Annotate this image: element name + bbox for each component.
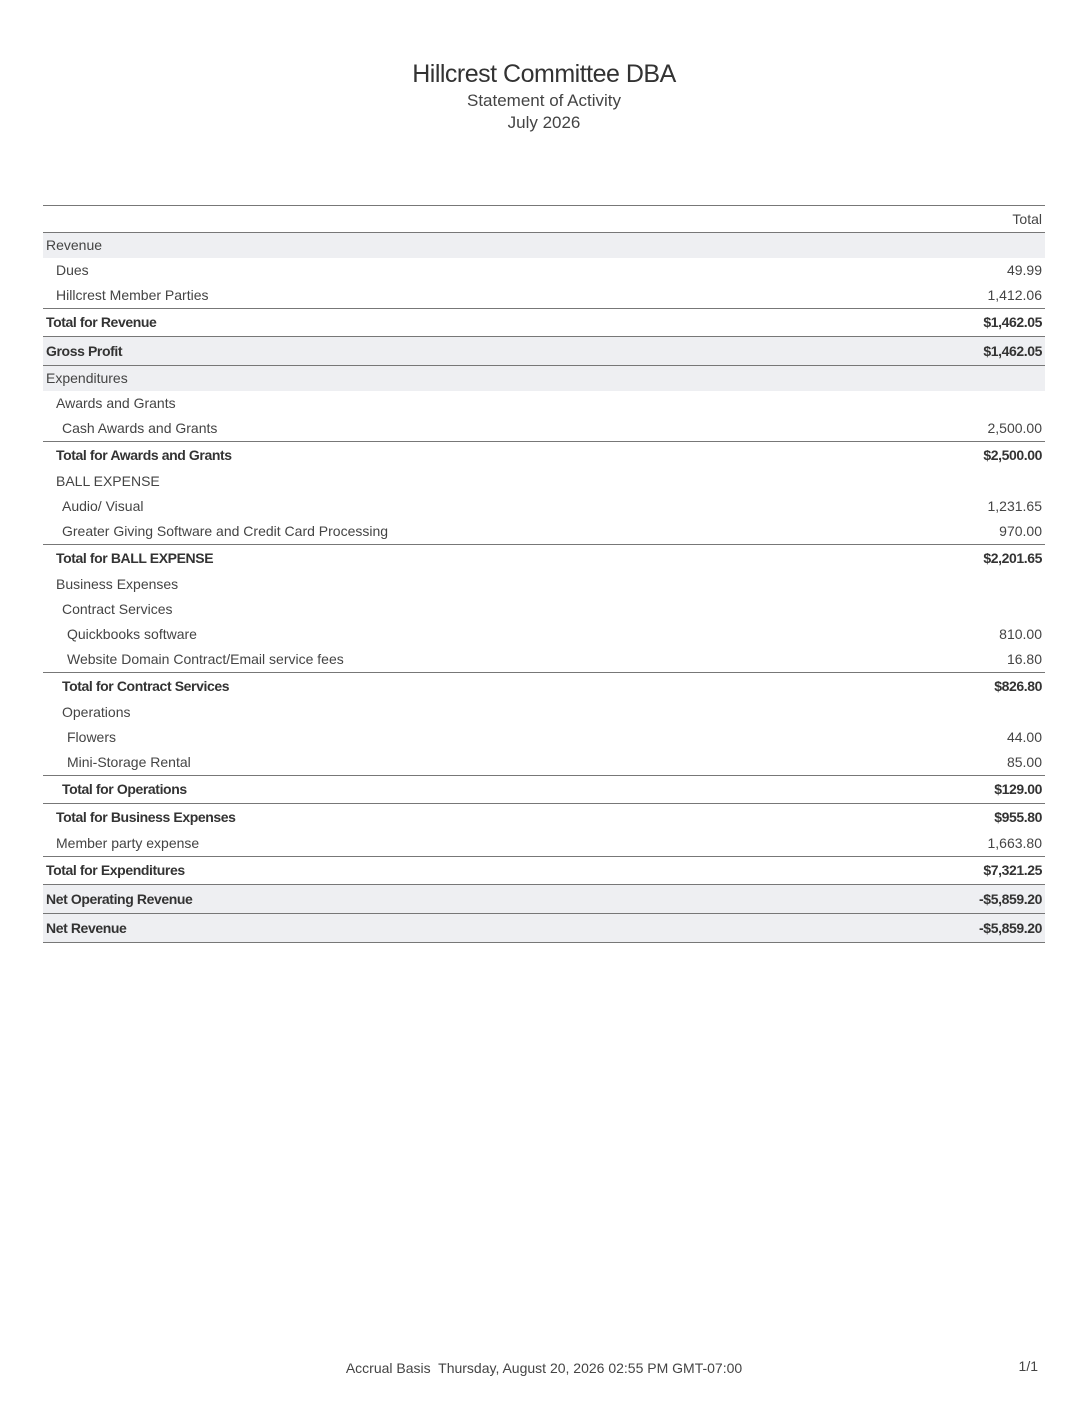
column-header-total: Total (839, 206, 1045, 233)
row-label: Website Domain Contract/Email service fees (67, 651, 344, 667)
row-amount: -$5,859.20 (839, 914, 1045, 943)
row-label: Audio/ Visual (62, 498, 144, 514)
total-row (43, 857, 1045, 885)
statement-table (43, 205, 1045, 943)
row-amount (839, 366, 1045, 392)
total-row (43, 885, 1045, 914)
table-row (43, 469, 1045, 494)
row-amount: 16.80 (1006, 651, 1042, 667)
row-label: Total for BALL EXPENSE (43, 545, 839, 573)
row-label: Total for Expenditures (43, 857, 839, 885)
row-label: Flowers (67, 729, 117, 745)
row-label: Awards and Grants (56, 395, 176, 411)
column-header-row (43, 206, 1045, 233)
row-amount: 810.00 (999, 626, 1042, 642)
row-label: Total for Awards and Grants (43, 442, 839, 470)
row-label: Net Operating Revenue (43, 885, 839, 914)
report-period: July 2026 (507, 113, 581, 132)
row-amount: 44.00 (1006, 729, 1042, 745)
row-amount: $129.00 (839, 776, 1045, 804)
row-label: BALL EXPENSE (56, 473, 160, 489)
table-row (43, 572, 1045, 597)
row-amount: 970.00 (999, 523, 1042, 539)
row-amount: 1,412.06 (987, 287, 1042, 303)
basis-and-timestamp: Accrual Basis Thursday, August 20, 2026 02:55 PM GMT-07:00 (345, 1360, 743, 1376)
row-amount (839, 391, 1045, 416)
table-row (43, 725, 1045, 750)
column-header-blank (43, 206, 839, 233)
row-label: Quickbooks software (67, 626, 197, 642)
table-row (43, 831, 1045, 857)
row-amount: 1,663.80 (987, 835, 1042, 851)
row-label: Member party expense (56, 835, 200, 851)
company-name: Hillcrest Committee DBA (412, 60, 676, 88)
row-label: Mini-Storage Rental (67, 754, 191, 770)
total-row (43, 337, 1045, 366)
row-amount: $1,462.05 (839, 337, 1045, 366)
section-row (43, 366, 1045, 392)
total-row (43, 776, 1045, 804)
row-label: Total for Operations (43, 776, 839, 804)
total-row (43, 914, 1045, 943)
row-label: Hillcrest Member Parties (56, 287, 209, 303)
row-label: Total for Contract Services (43, 673, 839, 701)
row-amount (839, 572, 1045, 597)
row-amount (839, 469, 1045, 494)
total-row (43, 673, 1045, 701)
report-header (0, 58, 1088, 134)
table-row (43, 494, 1045, 519)
table-row (43, 700, 1045, 725)
row-label: Net Revenue (43, 914, 839, 943)
row-label: Greater Giving Software and Credit Card Processing (62, 523, 389, 539)
table-row (43, 750, 1045, 776)
row-label: Operations (62, 704, 131, 720)
row-amount: $1,462.05 (839, 309, 1045, 337)
row-amount: 49.99 (1006, 262, 1042, 278)
row-label: Total for Business Expenses (43, 804, 839, 832)
total-row (43, 309, 1045, 337)
row-amount: 1,231.65 (987, 498, 1042, 514)
table-row (43, 597, 1045, 622)
row-label: Revenue (43, 233, 839, 259)
total-row (43, 442, 1045, 470)
row-label: Expenditures (43, 366, 839, 392)
row-amount: $7,321.25 (839, 857, 1045, 885)
row-amount: -$5,859.20 (839, 885, 1045, 914)
row-amount: 2,500.00 (987, 420, 1042, 436)
row-amount: $955.80 (839, 804, 1045, 832)
total-row (43, 804, 1045, 832)
total-row (43, 545, 1045, 573)
section-row (43, 233, 1045, 259)
row-label: Cash Awards and Grants (62, 420, 218, 436)
row-label: Dues (56, 262, 89, 278)
table-row (43, 622, 1045, 647)
row-amount: $2,500.00 (839, 442, 1045, 470)
row-amount (839, 597, 1045, 622)
row-label: Gross Profit (43, 337, 839, 366)
row-amount (839, 700, 1045, 725)
table-row (43, 391, 1045, 416)
table-row (43, 258, 1045, 283)
table-row (43, 416, 1045, 442)
report-title: Statement of Activity (466, 91, 621, 110)
page-number: 1/1 (1018, 1358, 1038, 1374)
table-row (43, 519, 1045, 545)
table-row (43, 647, 1045, 673)
row-amount: $2,201.65 (839, 545, 1045, 573)
row-label: Business Expenses (56, 576, 179, 592)
row-amount: 85.00 (1006, 754, 1042, 770)
row-amount (839, 233, 1045, 259)
row-label: Contract Services (62, 601, 173, 617)
table-row (43, 283, 1045, 309)
row-amount: $826.80 (839, 673, 1045, 701)
row-label: Total for Revenue (43, 309, 839, 337)
report-footer (0, 1360, 1088, 1376)
